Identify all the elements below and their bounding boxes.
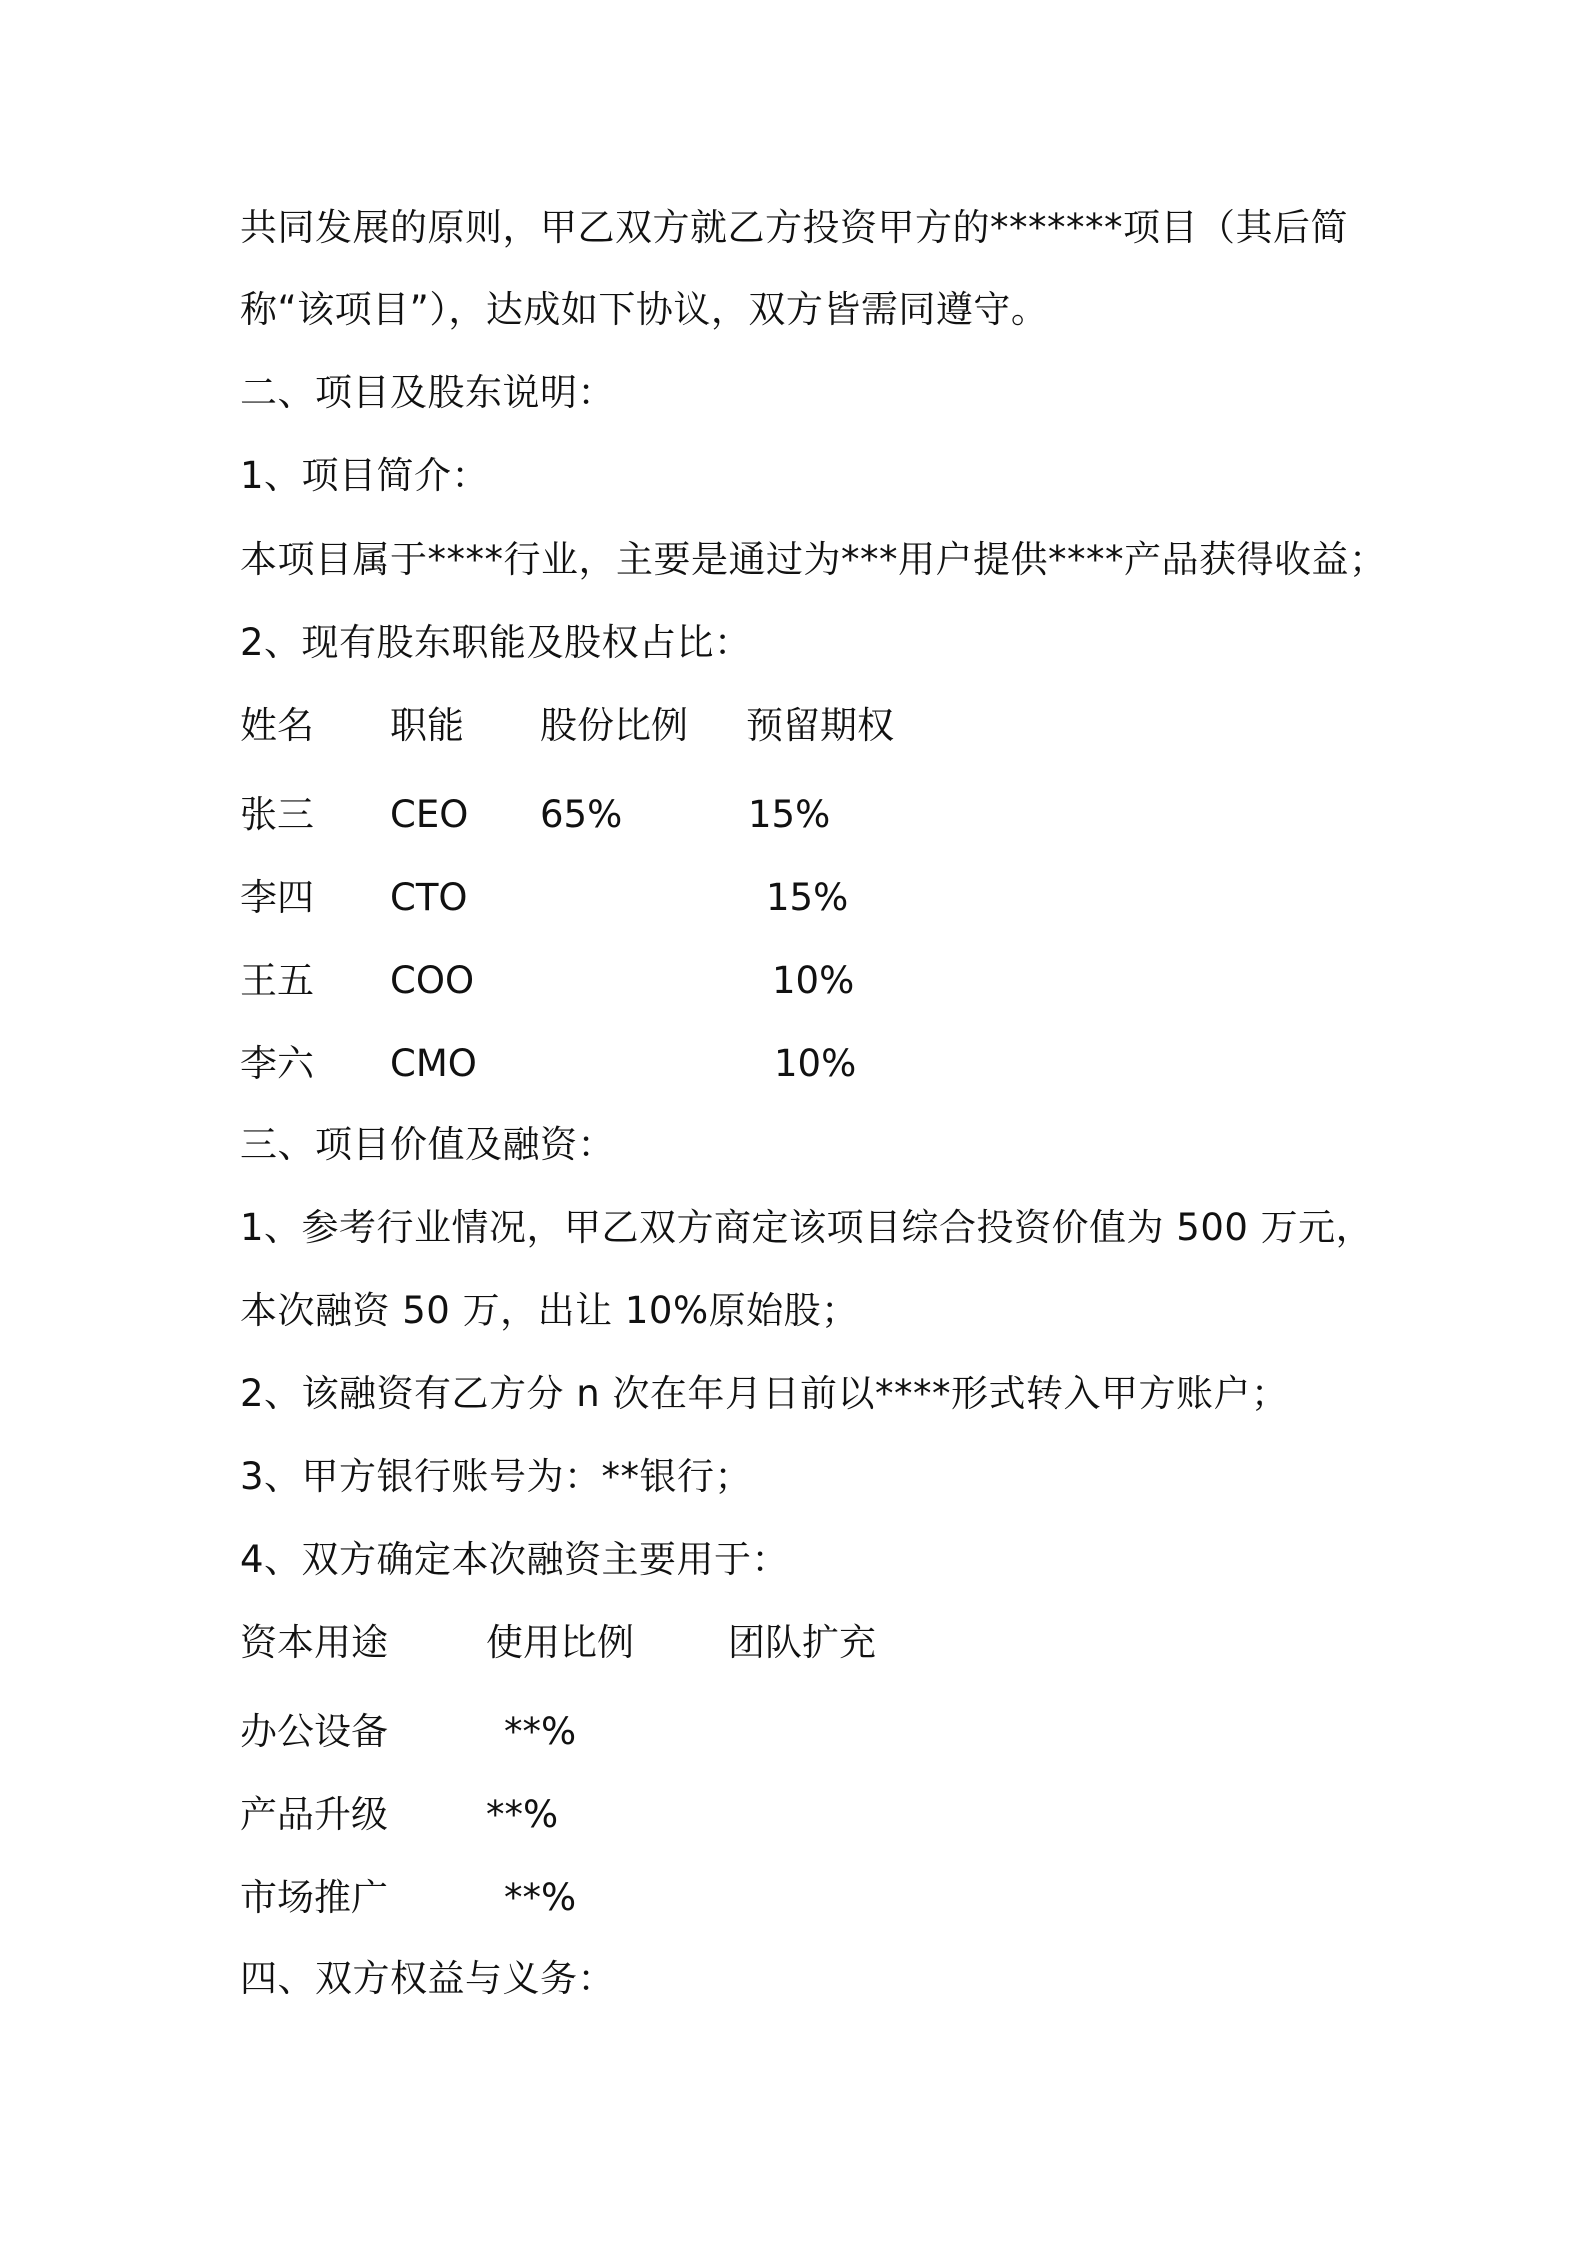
paragraph-line: 共同发展的原则，甲乙双方就乙方投资甲方的*******项目（其后简 xyxy=(240,206,1348,249)
header-role: 职能 xyxy=(390,704,464,747)
row-role: CTO xyxy=(390,876,468,919)
header-option: 预留期权 xyxy=(746,704,894,747)
section-heading: 三、项目价值及融资： xyxy=(240,1123,615,1166)
item-text: 2、该融资有乙方分 n 次在年月日前以****形式转入甲方账户； xyxy=(240,1372,1289,1415)
row-name: 张三 xyxy=(240,793,314,836)
item-text: 本次融资 50 万，出让 10%原始股； xyxy=(240,1289,859,1332)
header-name: 姓名 xyxy=(240,704,314,747)
row-purpose: 市场推广 xyxy=(240,1876,388,1919)
item-text: 本项目属于****行业，主要是通过为***用户提供****产品获得收益； xyxy=(240,538,1387,581)
item-text: 1、参考行业情况，甲乙双方商定该项目综合投资价值为 500 万元， xyxy=(240,1206,1374,1249)
row-purpose: 产品升级 xyxy=(240,1793,388,1836)
item-title: 2、现有股东职能及股权占比： xyxy=(240,621,752,664)
row-ratio: **% xyxy=(504,1876,577,1919)
row-ratio: **% xyxy=(486,1793,559,1836)
header-share: 股份比例 xyxy=(540,704,688,747)
item-text: 4、双方确定本次融资主要用于： xyxy=(240,1538,790,1581)
section-heading: 四、双方权益与义务： xyxy=(240,1957,615,2000)
item-title: 1、项目简介： xyxy=(240,454,490,497)
row-ratio: **% xyxy=(504,1710,577,1753)
header-purpose: 资本用途 xyxy=(240,1621,388,1664)
row-name: 李六 xyxy=(240,1042,314,1085)
row-option: 10% xyxy=(774,1042,857,1085)
header-team: 团队扩充 xyxy=(728,1621,876,1664)
row-option: 10% xyxy=(772,959,855,1002)
row-role: COO xyxy=(390,959,475,1002)
row-role: CEO xyxy=(390,793,469,836)
paragraph-line: 称“该项目”），达成如下协议，双方皆需同遵守。 xyxy=(240,288,1049,331)
row-name: 李四 xyxy=(240,876,314,919)
row-role: CMO xyxy=(390,1042,477,1085)
row-share: 65% xyxy=(540,793,623,836)
row-name: 王五 xyxy=(240,959,314,1002)
section-heading: 二、项目及股东说明： xyxy=(240,371,615,414)
header-ratio: 使用比例 xyxy=(486,1621,634,1664)
row-option: 15% xyxy=(748,793,831,836)
row-option: 15% xyxy=(766,876,849,919)
item-text: 3、甲方银行账号为：**银行； xyxy=(240,1455,753,1498)
row-purpose: 办公设备 xyxy=(240,1710,388,1753)
